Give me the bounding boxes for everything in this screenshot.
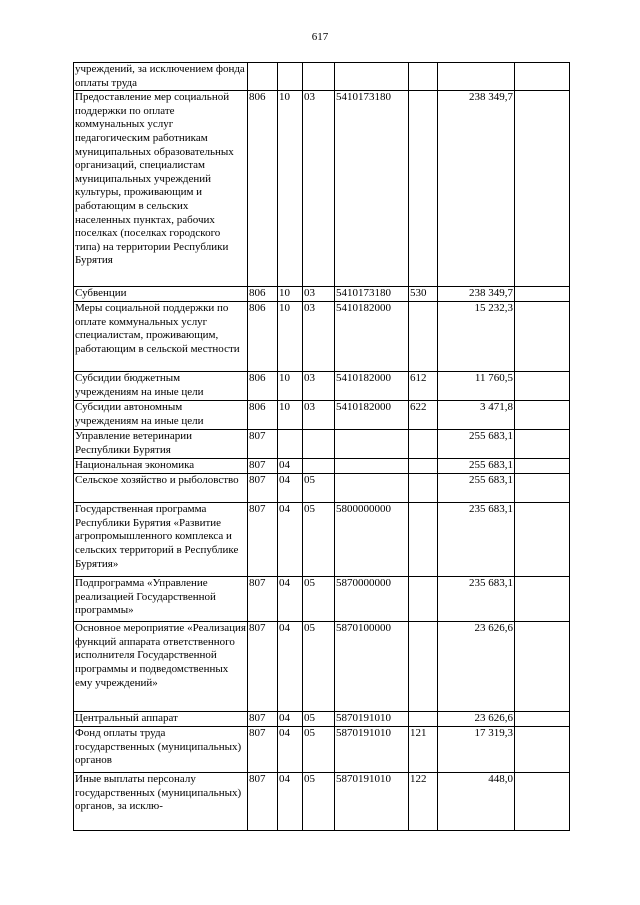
subsection-code: 03: [303, 287, 335, 302]
target-article-code: 5410173180: [335, 287, 409, 302]
ministry-code: 807: [248, 773, 278, 831]
budget-table: [73, 62, 570, 831]
table-row: [74, 302, 570, 372]
empty-cell: [515, 63, 570, 91]
target-article-code: 5800000000: [335, 503, 409, 577]
ministry-code: 806: [248, 401, 278, 430]
target-article-code: [335, 63, 409, 91]
ministry-code: 806: [248, 372, 278, 401]
row-name: Сельское хозяйство и рыболовство: [74, 474, 248, 503]
target-article-code: 5870191010: [335, 727, 409, 773]
row-name: Национальная экономика: [74, 459, 248, 474]
table-row: [74, 577, 570, 622]
target-article-code: 5410182000: [335, 372, 409, 401]
amount: 255 683,1: [438, 474, 515, 503]
subsection-code: 03: [303, 302, 335, 372]
section-code: 04: [278, 474, 303, 503]
subsection-code: [303, 63, 335, 91]
row-name: Управление ветеринарии Республики Бурятия: [74, 430, 248, 459]
section-code: 04: [278, 727, 303, 773]
subsection-code: 03: [303, 91, 335, 287]
target-article-code: 5870000000: [335, 577, 409, 622]
subsection-code: 05: [303, 577, 335, 622]
empty-cell: [515, 302, 570, 372]
amount: 238 349,7: [438, 91, 515, 287]
expense-type-code: [409, 430, 438, 459]
expense-type-code: 622: [409, 401, 438, 430]
table-row: [74, 372, 570, 401]
table-row: [74, 459, 570, 474]
subsection-code: 05: [303, 712, 335, 727]
row-name: Меры социальной поддержки по оплате коммунальных услуг специалистам, проживающим, работающим в сельской местности: [74, 302, 248, 372]
ministry-code: 807: [248, 577, 278, 622]
section-code: 04: [278, 712, 303, 727]
table-row: [74, 727, 570, 773]
expense-type-code: 121: [409, 727, 438, 773]
target-article-code: 5870191010: [335, 712, 409, 727]
ministry-code: 807: [248, 503, 278, 577]
section-code: [278, 63, 303, 91]
section-code: 04: [278, 577, 303, 622]
amount: 238 349,7: [438, 287, 515, 302]
amount: 23 626,6: [438, 622, 515, 712]
section-code: 10: [278, 401, 303, 430]
row-name: Основное мероприятие «Реализация функций аппарата ответственного исполнителя Государственной программы и подведомственных ему учреждений»: [74, 622, 248, 712]
amount: 11 760,5: [438, 372, 515, 401]
amount: 15 232,3: [438, 302, 515, 372]
target-article-code: 5410173180: [335, 91, 409, 287]
ministry-code: 806: [248, 302, 278, 372]
amount: 255 683,1: [438, 430, 515, 459]
ministry-code: 807: [248, 459, 278, 474]
expense-type-code: [409, 459, 438, 474]
ministry-code: 807: [248, 430, 278, 459]
empty-cell: [515, 430, 570, 459]
expense-type-code: [409, 302, 438, 372]
ministry-code: [248, 63, 278, 91]
empty-cell: [515, 622, 570, 712]
row-name: Фонд оплаты труда государственных (муниципальных) органов: [74, 727, 248, 773]
row-name: учреждений, за исключением фонда оплаты труда: [74, 63, 248, 91]
subsection-code: 03: [303, 401, 335, 430]
table-row: [74, 287, 570, 302]
row-name: Подпрограмма «Управление реализацией Государственной программы»: [74, 577, 248, 622]
target-article-code: [335, 474, 409, 503]
row-name: Иные выплаты персоналу государственных (муниципальных) органов, за исклю-: [74, 773, 248, 831]
empty-cell: [515, 712, 570, 727]
subsection-code: 05: [303, 727, 335, 773]
table-row: [74, 474, 570, 503]
ministry-code: 807: [248, 727, 278, 773]
amount: 17 319,3: [438, 727, 515, 773]
expense-type-code: [409, 63, 438, 91]
section-code: 10: [278, 302, 303, 372]
table-row: [74, 712, 570, 727]
ministry-code: 806: [248, 91, 278, 287]
empty-cell: [515, 287, 570, 302]
amount: 235 683,1: [438, 577, 515, 622]
empty-cell: [515, 503, 570, 577]
row-name: Субсидии автономным учреждениям на иные цели: [74, 401, 248, 430]
budget-table-body: [74, 63, 570, 831]
section-code: 04: [278, 459, 303, 474]
row-name: Центральный аппарат: [74, 712, 248, 727]
section-code: 04: [278, 503, 303, 577]
expense-type-code: 122: [409, 773, 438, 831]
expense-type-code: [409, 91, 438, 287]
expense-type-code: [409, 622, 438, 712]
expense-type-code: [409, 474, 438, 503]
expense-type-code: [409, 503, 438, 577]
target-article-code: [335, 430, 409, 459]
empty-cell: [515, 401, 570, 430]
target-article-code: 5870191010: [335, 773, 409, 831]
table-row: [74, 430, 570, 459]
table-row: [74, 503, 570, 577]
table-row: [74, 622, 570, 712]
section-code: 10: [278, 372, 303, 401]
empty-cell: [515, 727, 570, 773]
row-name: Субсидии бюджетным учреждениям на иные цели: [74, 372, 248, 401]
subsection-code: [303, 459, 335, 474]
row-name: Государственная программа Республики Бурятия «Развитие агропромышленного комплекса и сельских территорий в Республике Бурятия»: [74, 503, 248, 577]
target-article-code: 5410182000: [335, 302, 409, 372]
section-code: 10: [278, 287, 303, 302]
amount: [438, 63, 515, 91]
ministry-code: 807: [248, 474, 278, 503]
empty-cell: [515, 459, 570, 474]
subsection-code: 05: [303, 474, 335, 503]
page-number: 617: [311, 31, 329, 43]
expense-type-code: [409, 712, 438, 727]
subsection-code: 03: [303, 372, 335, 401]
expense-type-code: 612: [409, 372, 438, 401]
amount: 448,0: [438, 773, 515, 831]
empty-cell: [515, 91, 570, 287]
subsection-code: 05: [303, 622, 335, 712]
subsection-code: 05: [303, 773, 335, 831]
section-code: 04: [278, 773, 303, 831]
amount: 235 683,1: [438, 503, 515, 577]
empty-cell: [515, 773, 570, 831]
expense-type-code: 530: [409, 287, 438, 302]
table-row: [74, 63, 570, 91]
target-article-code: 5870100000: [335, 622, 409, 712]
section-code: 04: [278, 622, 303, 712]
target-article-code: [335, 459, 409, 474]
subsection-code: [303, 430, 335, 459]
amount: 23 626,6: [438, 712, 515, 727]
amount: 3 471,8: [438, 401, 515, 430]
table-row: [74, 91, 570, 287]
section-code: 10: [278, 91, 303, 287]
section-code: [278, 430, 303, 459]
ministry-code: 807: [248, 712, 278, 727]
target-article-code: 5410182000: [335, 401, 409, 430]
subsection-code: 05: [303, 503, 335, 577]
amount: 255 683,1: [438, 459, 515, 474]
table-row: [74, 773, 570, 831]
ministry-code: 806: [248, 287, 278, 302]
row-name: Предоставление мер социальной поддержки по оплате коммунальных услуг педагогическим работникам муниципальных образовательных организаций, специалистам муниципальных учреждений культуры, проживающим и работающим в сельских населенных пунктах, рабочих поселках (поселках городского типа) на территории Республики Бурятия: [74, 91, 248, 287]
expense-type-code: [409, 577, 438, 622]
table-row: [74, 401, 570, 430]
empty-cell: [515, 372, 570, 401]
empty-cell: [515, 474, 570, 503]
empty-cell: [515, 577, 570, 622]
row-name: Субвенции: [74, 287, 248, 302]
ministry-code: 807: [248, 622, 278, 712]
